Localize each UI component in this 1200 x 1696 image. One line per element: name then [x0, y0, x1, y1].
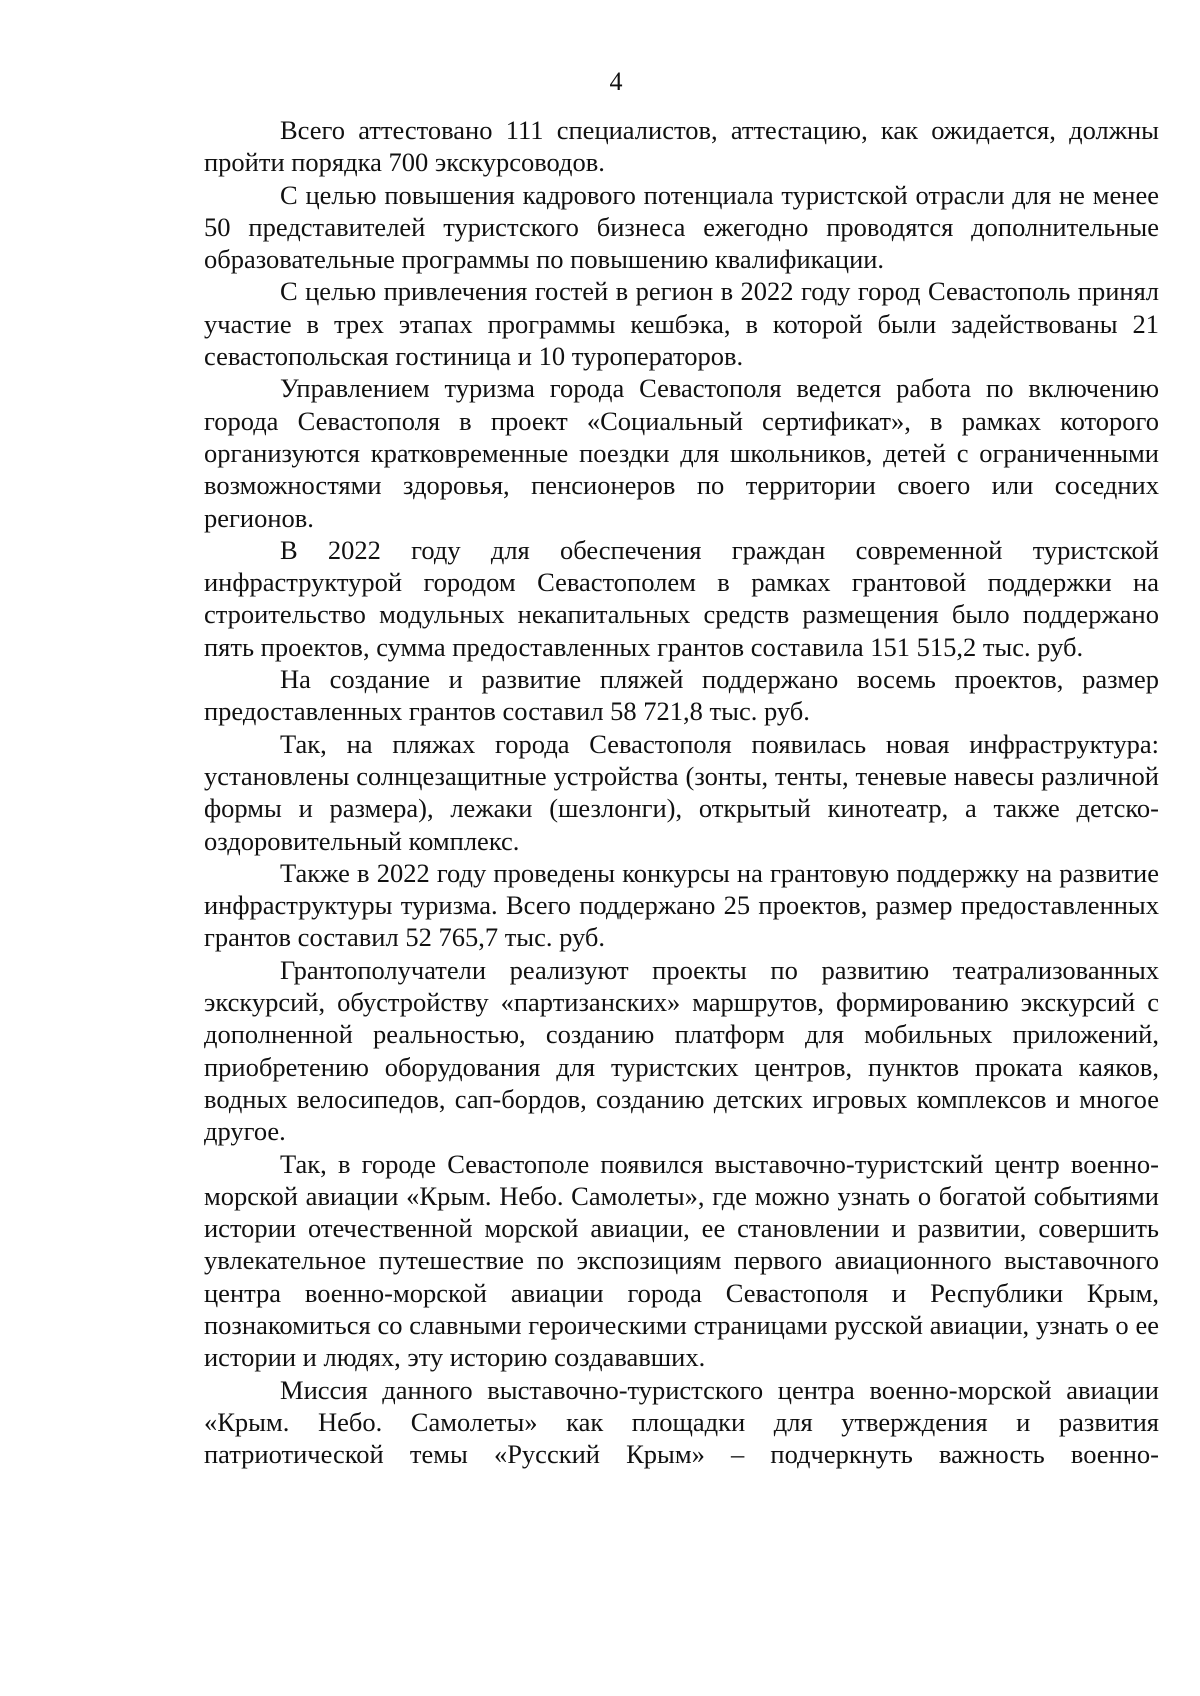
paragraph-infrastructure-grants: Также в 2022 году проведены конкурсы на грантовую поддержку на развитие инфраструктуры туризма. Всего поддержано 25 проектов, размер предоставленных грантов составил 52 765,7 тыс. руб.: [204, 857, 1159, 953]
paragraph-aviation-center: Так, в городе Севастополе появился выставочно-туристский центр военно-морской авиации «Крым. Небо. Самолеты», где можно узнать о богатой событиями истории отечественной морской авиации, ее становлении и развитии, совершить увлекательное путешествие по экспозициям первого авиационного выставочного центра военно-морской авиации города Севастополя и Республики Крым, познакомиться со славными героическими страницами русской авиации, узнать о ее истории и людях, эту историю создававших.: [204, 1148, 1159, 1373]
paragraph-accommodation-grants: В 2022 году для обеспечения граждан современной туристской инфраструктурой городом Севастополем в рамках грантовой поддержки на строительство модульных некапитальных средств размещения было поддержано пять проектов, сумма предоставленных грантов составила 151 515,2 тыс. руб.: [204, 534, 1159, 662]
body-text: [204, 114, 1159, 1470]
paragraph-staff-potential: С целью повышения кадрового потенциала туристской отрасли для не менее 50 представителей туристского бизнеса ежегодно проводятся дополнительные образовательные программы по повышению квалификации.: [204, 179, 1159, 275]
paragraph-center-mission: Миссия данного выставочно-туристского центра военно-морской авиации «Крым. Небо. Самолеты» как площадки для утверждения и развития патриотической темы «Русский Крым» – подчеркнуть важность военно-: [204, 1374, 1159, 1470]
paragraph-beach-grants: На создание и развитие пляжей поддержано восемь проектов, размер предоставленных грантов составил 58 721,8 тыс. руб.: [204, 664, 1159, 727]
paragraph-social-certificate: Управлением туризма города Севастополя ведется работа по включению города Севастополя в проект «Социальный сертификат», в рамках которого организуются кратковременные поездки для школьников, детей с ограниченными возможностями здоровья, пенсионеров по территории своего или соседних регионов.: [204, 373, 1159, 533]
paragraph-certification: Всего аттестовано 111 специалистов, аттестацию, как ожидается, должны пройти порядка 700 экскурсоводов.: [204, 115, 1159, 178]
paragraph-beach-infrastructure: Так, на пляжах города Севастополя появилась новая инфраструктура: установлены солнцезащитные устройства (зонты, тенты, теневые навесы различной формы и размера), лежаки (шезлонги), открытый кинотеатр, а также детско-оздоровительный комплекс.: [204, 728, 1159, 856]
paragraph-grant-projects: Грантополучатели реализуют проекты по развитию театрализованных экскурсий, обустройству «партизанских» маршрутов, формированию экскурсий с дополненной реальностью, созданию платформ для мобильных приложений, приобретению оборудования для туристских центров, пунктов проката каяков, водных велосипедов, сап-бордов, созданию детских игровых комплексов и многое другое.: [204, 954, 1159, 1147]
paragraph-cashback-program: С целью привлечения гостей в регион в 2022 году город Севастополь принял участие в трех этапах программы кешбэка, в которой были задействованы 21 севастопольская гостиница и 10 туроператоров.: [204, 276, 1159, 372]
page-number: 4: [609, 67, 623, 96]
